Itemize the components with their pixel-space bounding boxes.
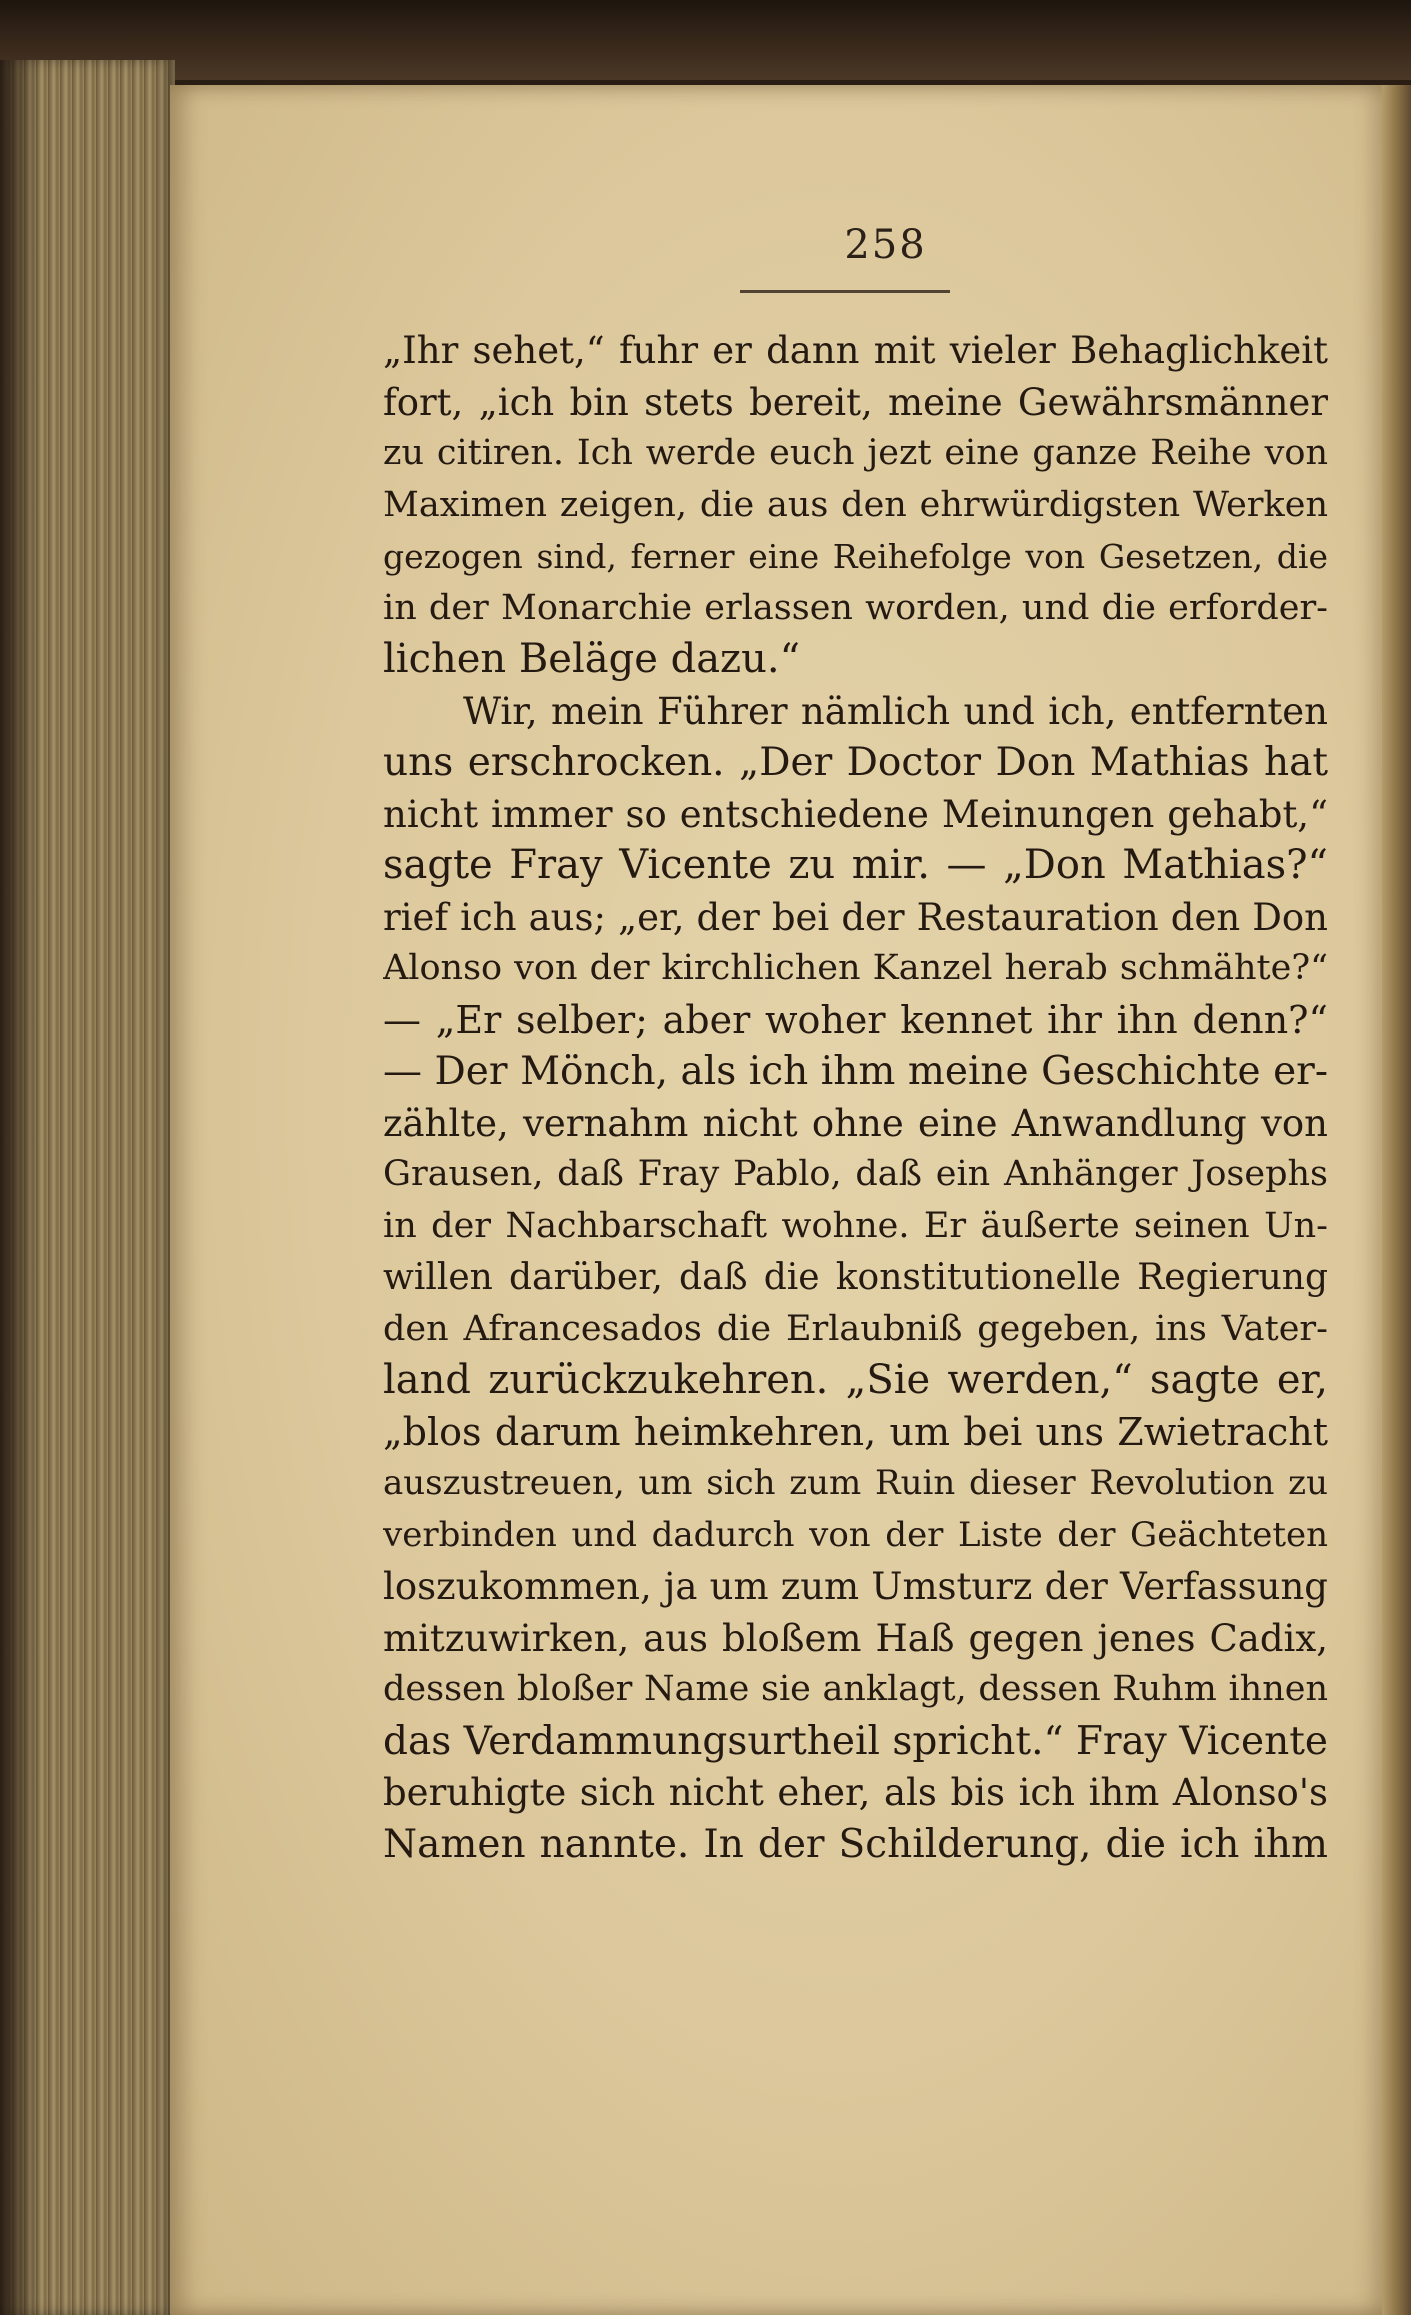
text-line: rief ich aus; „er, der bei der Restauration den Don	[383, 895, 1328, 939]
page-number-text: 258	[844, 222, 927, 268]
text-line: in der Nachbarschaft wohne. Er äußerte seinen Un-	[383, 1205, 1328, 1246]
text-line: dessen bloßer Name sie anklagt, dessen Ruhm ihnen	[383, 1669, 1328, 1709]
text-line: in der Monarchie erlassen worden, und die erforder-	[383, 587, 1328, 628]
text-line: willen darüber, daß die konstitutionelle Regierung	[383, 1257, 1328, 1298]
text-line: mitzuwirken, aus bloßem Haß gegen jenes Cadix,	[383, 1616, 1328, 1660]
text-line: Wir, mein Führer nämlich und ich, entfernten	[463, 689, 1328, 733]
text-line: nicht immer so entschiedene Meinungen gehabt,“	[383, 792, 1328, 836]
text-line: „Ihr sehet,“ fuhr er dann mit vieler Behaglichkeit	[383, 329, 1328, 372]
book-top-edge	[0, 0, 1411, 80]
text-line: Namen nannte. In der Schilderung, die ich ihm	[383, 1821, 1328, 1867]
text-line: das Verdammungsurtheil spricht.“ Fray Vicente	[383, 1718, 1328, 1764]
text-line: — „Er selber; aber woher kennet ihr ihn denn?“	[383, 997, 1328, 1042]
text-line: sagte Fray Vicente zu mir. — „Don Mathias?“	[383, 842, 1328, 888]
page-stack-shadow	[0, 60, 40, 2315]
page-number	[0, 222, 1411, 268]
text-line: verbinden und dadurch von der Liste der Geächteten	[383, 1514, 1328, 1555]
text-line: auszustreuen, um sich zum Ruin dieser Revolution zu	[383, 1463, 1328, 1503]
text-line: Grausen, daß Fray Pablo, daß ein Anhänger Josephs	[383, 1154, 1328, 1194]
text-line: lichen Beläge dazu.“	[383, 636, 801, 682]
text-line: land zurückzukehren. „Sie werden,“ sagte er,	[383, 1357, 1328, 1403]
text-line: fort, „ich bin stets bereit, meine Gewährsmänner	[383, 380, 1328, 424]
text-line: beruhigte sich nicht eher, als bis ich ihm Alonso's	[383, 1771, 1328, 1814]
text-line: zu citiren. Ich werde euch jezt eine ganze Reihe von	[383, 433, 1328, 473]
facing-page-edge	[1382, 85, 1411, 2315]
text-line: — Der Mönch, als ich ihm meine Geschichte er-	[383, 1049, 1328, 1094]
text-line: loszukommen, ja um zum Umsturz der Verfassung	[383, 1565, 1328, 1608]
text-line: zählte, vernahm nicht ohne eine Anwandlung von	[383, 1101, 1328, 1145]
text-line: gezogen sind, ferner eine Reihefolge von Gesetzen, die	[383, 537, 1328, 576]
body-text	[383, 325, 1328, 1870]
header-rule	[740, 290, 950, 293]
text-line: „blos darum heimkehren, um bei uns Zwietracht	[383, 1409, 1328, 1454]
text-line: den Afrancesados die Erlaubniß gegeben, ins Vater-	[383, 1308, 1328, 1349]
text-line: uns erschrocken. „Der Doctor Don Mathias hat	[383, 740, 1328, 785]
text-line: Alonso von der kirchlichen Kanzel herab schmähte?“	[383, 948, 1328, 988]
text-line: Maximen zeigen, die aus den ehrwürdigsten Werken	[383, 484, 1328, 525]
